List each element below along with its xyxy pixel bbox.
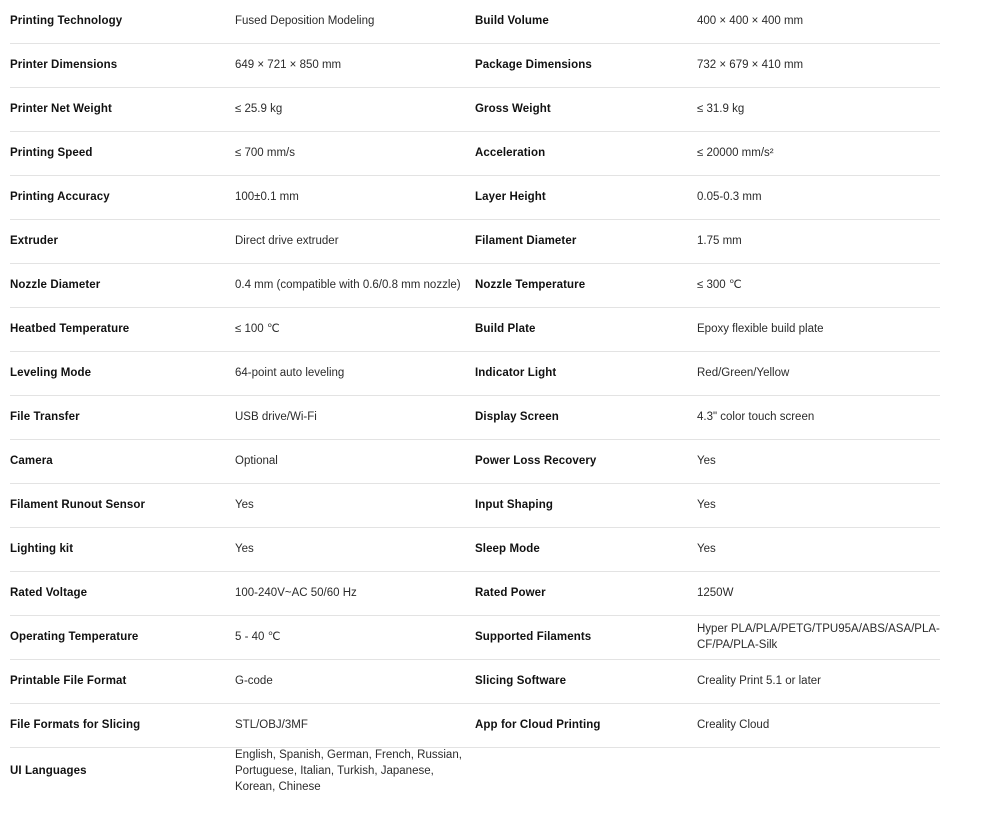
spec-value: Creality Print 5.1 or later: [697, 674, 821, 687]
spec-value: 0.4 mm (compatible with 0.6/0.8 mm nozzle): [235, 278, 461, 291]
table-row: [10, 0, 940, 44]
spec-label: Leveling Mode: [10, 366, 92, 379]
spec-label: Camera: [10, 454, 53, 467]
spec-value: Yes: [235, 542, 254, 555]
specification-sheet: [10, 0, 940, 796]
spec-label: Package Dimensions: [475, 58, 592, 71]
table-row: [10, 528, 940, 572]
spec-value: Fused Deposition Modeling: [235, 14, 375, 27]
spec-value: ≤ 300 ℃: [697, 278, 742, 291]
spec-label: Filament Diameter: [475, 234, 577, 247]
spec-value: Yes: [697, 498, 716, 511]
table-row: [10, 132, 940, 176]
table-row: [10, 220, 940, 264]
spec-value: 732 × 679 × 410 mm: [697, 58, 804, 71]
specification-table-body: [10, 0, 940, 796]
spec-value: USB drive/Wi-Fi: [235, 410, 317, 423]
spec-value: ≤ 31.9 kg: [697, 102, 745, 115]
spec-label: Printing Accuracy: [10, 190, 110, 203]
spec-value: Red/Green/Yellow: [697, 366, 790, 379]
spec-value: Yes: [697, 542, 716, 555]
table-row: [10, 616, 940, 660]
spec-label: File Formats for Slicing: [10, 718, 141, 731]
spec-value: ≤ 20000 mm/s²: [697, 146, 774, 159]
spec-label: Nozzle Diameter: [10, 278, 101, 291]
spec-label: [475, 748, 697, 796]
spec-label: Printer Dimensions: [10, 58, 118, 71]
spec-value: 64-point auto leveling: [235, 366, 345, 379]
spec-value: 1250W: [697, 586, 734, 599]
spec-value: 5 - 40 ℃: [235, 630, 281, 643]
spec-label: Layer Height: [475, 190, 546, 203]
table-row: [10, 748, 940, 796]
spec-label: Rated Power: [475, 586, 546, 599]
spec-label: Printing Speed: [10, 146, 93, 159]
table-row: [10, 264, 940, 308]
table-row: [10, 308, 940, 352]
spec-label: Nozzle Temperature: [475, 278, 586, 291]
spec-value: ≤ 100 ℃: [235, 322, 280, 335]
table-row: [10, 352, 940, 396]
table-row: [10, 88, 940, 132]
spec-label: File Transfer: [10, 410, 80, 423]
spec-value: Epoxy flexible build plate: [697, 322, 824, 335]
table-row: [10, 44, 940, 88]
spec-value: 1.75 mm: [697, 234, 742, 247]
table-row: [10, 176, 940, 220]
spec-value: 4.3" color touch screen: [697, 410, 815, 423]
spec-value: 100±0.1 mm: [235, 190, 299, 203]
spec-value: Yes: [235, 498, 254, 511]
spec-label: Input Shaping: [475, 498, 553, 511]
spec-label: Build Volume: [475, 14, 549, 27]
spec-value: 100-240V~AC 50/60 Hz: [235, 586, 357, 599]
spec-label: UI Languages: [10, 764, 87, 777]
table-row: [10, 440, 940, 484]
spec-label: Supported Filaments: [475, 630, 592, 643]
spec-value: English, Spanish, German, French, Russian, Portuguese, Italian, Turkish, Japanese, Korean, Chinese: [235, 749, 462, 793]
spec-label: Power Loss Recovery: [475, 454, 597, 467]
table-row: [10, 704, 940, 748]
spec-value: Hyper PLA/PLA/PETG/TPU95A/ABS/ASA/PLA-CF/PA/PLA-Silk: [697, 622, 940, 651]
spec-value: Creality Cloud: [697, 718, 770, 731]
spec-label: Indicator Light: [475, 366, 557, 379]
spec-label: Printing Technology: [10, 14, 123, 27]
spec-label: Filament Runout Sensor: [10, 498, 146, 511]
spec-label: Printer Net Weight: [10, 102, 112, 115]
spec-value: Yes: [697, 454, 716, 467]
table-row: [10, 660, 940, 704]
spec-value: STL/OBJ/3MF: [235, 718, 308, 731]
table-row: [10, 484, 940, 528]
spec-label: Extruder: [10, 234, 59, 247]
spec-value: 0.05-0.3 mm: [697, 190, 762, 203]
spec-value: 649 × 721 × 850 mm: [235, 58, 342, 71]
spec-label: Printable File Format: [10, 674, 127, 687]
spec-label: Lighting kit: [10, 542, 74, 555]
spec-value: Optional: [235, 454, 278, 467]
spec-label: Rated Voltage: [10, 586, 88, 599]
spec-label: App for Cloud Printing: [475, 718, 601, 731]
spec-value: G-code: [235, 674, 273, 687]
spec-label: Acceleration: [475, 146, 546, 159]
spec-value: Direct drive extruder: [235, 234, 339, 247]
spec-value: ≤ 25.9 kg: [235, 102, 283, 115]
spec-label: Heatbed Temperature: [10, 322, 130, 335]
spec-value: [697, 748, 940, 796]
spec-label: Build Plate: [475, 322, 536, 335]
spec-label: Display Screen: [475, 410, 559, 423]
specification-table: [10, 0, 940, 796]
spec-label: Slicing Software: [475, 674, 567, 687]
spec-value: 400 × 400 × 400 mm: [697, 14, 804, 27]
spec-label: Gross Weight: [475, 102, 551, 115]
spec-label: Operating Temperature: [10, 630, 139, 643]
table-row: [10, 396, 940, 440]
spec-label: Sleep Mode: [475, 542, 540, 555]
table-row: [10, 572, 940, 616]
spec-value: ≤ 700 mm/s: [235, 146, 295, 159]
